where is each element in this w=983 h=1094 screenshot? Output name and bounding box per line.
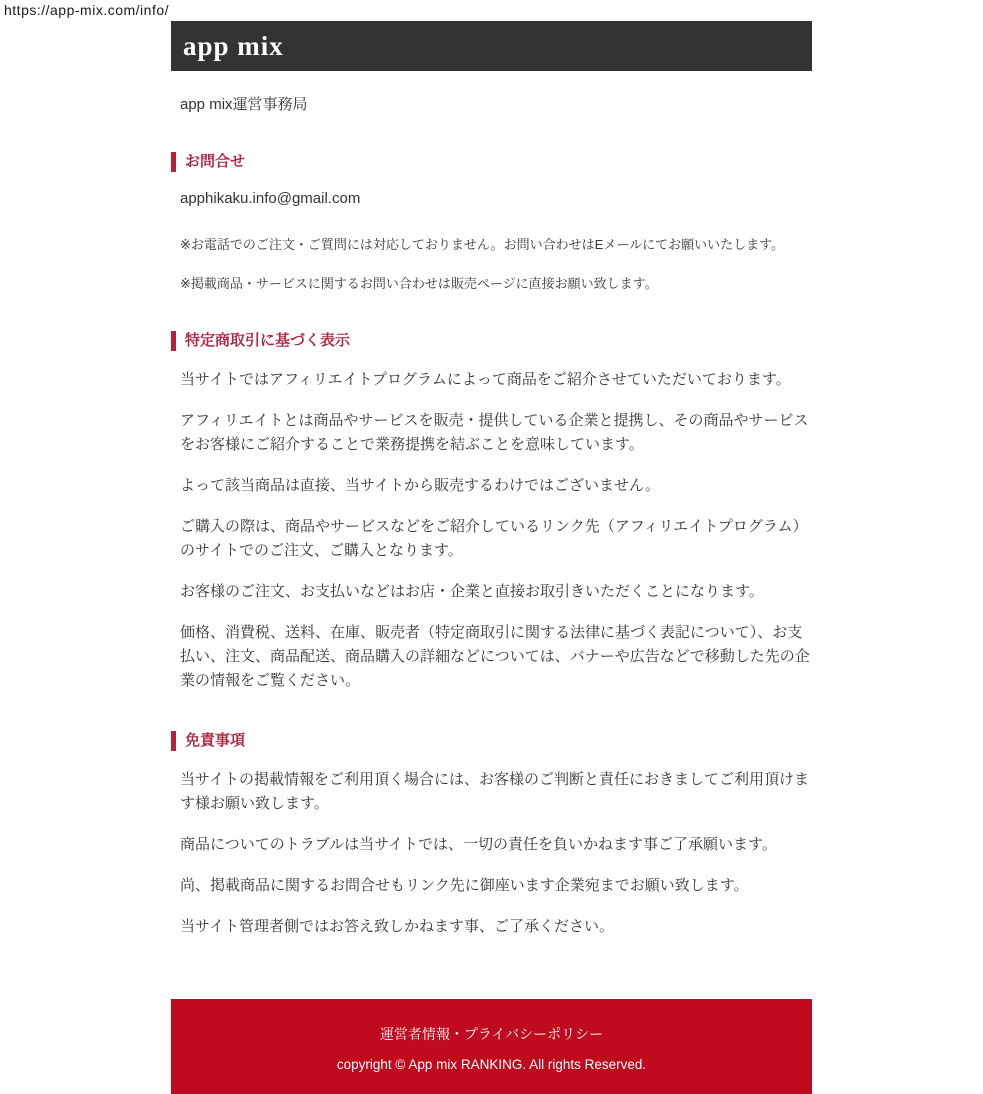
contact-note: ※お電話でのご注文・ご質問には対応しておりません。お問い合わせはEメールにてお願いいたします。 <box>180 237 785 252</box>
section-disclaimer <box>171 731 812 939</box>
copyright-text: copyright © App mix RANKING. All rights Reserved. <box>336 1057 647 1072</box>
commerce-paragraph: アフィリエイトとは商品やサービスを販売・提供している企業と提携し、その商品やサービスをお客様にご紹介することで業務提携を結ぶことを意味しています。 <box>180 412 809 453</box>
privacy-policy-link[interactable]: 運営者情報・プライバシーポリシー <box>379 1026 604 1042</box>
operator-name: app mix運営事務局 <box>180 96 308 113</box>
page-url-label: https://app-mix.com/info/ <box>4 2 170 18</box>
disclaimer-paragraph: 尚、掲載商品に関するお問合せもリンク先に御座います企業宛までお願い致します。 <box>180 877 749 894</box>
disclaimer-paragraph: 商品についてのトラブルは当サイトでは、一切の責任を負いかねます事ご了承願います。 <box>180 836 777 853</box>
commerce-paragraph: よって該当商品は直接、当サイトから販売するわけではございません。 <box>180 477 660 494</box>
site-footer <box>171 999 812 1094</box>
disclaimer-heading: 免責事項 <box>171 731 812 751</box>
contact-note: ※掲載商品・サービスに関するお問い合わせは販売ページに直接お願い致します。 <box>180 276 658 291</box>
site-logo[interactable]: app mix <box>183 30 284 61</box>
commerce-paragraph: 価格、消費税、送料、在庫、販売者（特定商取引に関する法律に基づく表記について）、お支払い、注文、商品配送、商品購入の詳細などについては、バナーや広告などで移動した先の企業の情報をご覧ください。 <box>180 624 810 689</box>
commerce-paragraph: 当サイトではアフィリエイトプログラムによって商品をご紹介させていただいております。 <box>180 371 791 388</box>
contact-email: apphikaku.info@gmail.com <box>180 190 361 207</box>
disclaimer-paragraph: 当サイトの掲載情報をご利用頂く場合には、お客様のご判断と責任におきましてご利用頂けます様お願い致します。 <box>180 771 809 812</box>
commerce-paragraph: お客様のご注文、お支払いなどはお店・企業と直接お取引きいただくことになります。 <box>180 583 764 600</box>
disclaimer-paragraph: 当サイト管理者側ではお答え致しかねます事、ご了承ください。 <box>180 918 614 935</box>
commerce-heading: 特定商取引に基づく表示 <box>171 331 812 351</box>
main-content <box>171 93 812 939</box>
site-header <box>171 21 812 71</box>
contact-heading: お問合せ <box>171 152 812 172</box>
section-contact <box>171 152 812 293</box>
commerce-paragraph: ご購入の際は、商品やサービスなどをご紹介しているリンク先（アフィリエイトプログラム）のサイトでのご注文、ご購入となります。 <box>180 518 808 559</box>
page-container <box>171 0 812 1094</box>
section-commerce-disclosure <box>171 331 812 693</box>
